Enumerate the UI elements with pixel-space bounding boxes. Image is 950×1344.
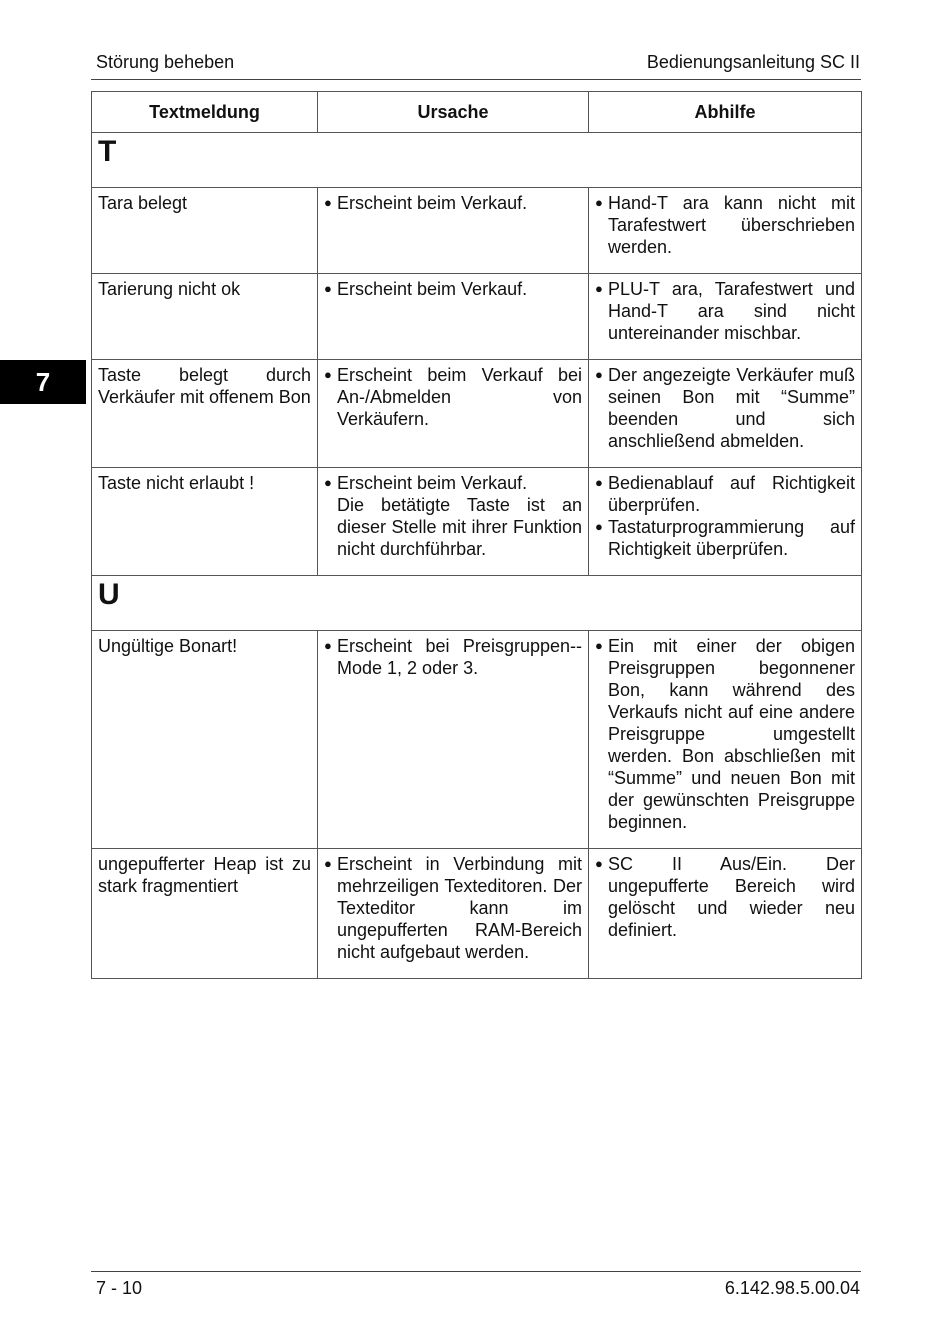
footer-rule [91, 1271, 861, 1272]
cause-cell [318, 274, 589, 360]
bullet-icon: ● [595, 281, 603, 296]
page-number: 7 - 10 [96, 1278, 143, 1298]
message-cell [92, 849, 318, 979]
remedy-bullet-item [595, 516, 855, 560]
cause-cell [318, 631, 589, 849]
cause-text: Erscheint in Verbindung mit mehrzeiligen Texteditoren. Der Texteditor kann im ungepufferten RAM-Bereich nicht aufgebaut werden. [337, 854, 582, 962]
table-row [92, 274, 862, 360]
section-letter-row [92, 133, 862, 188]
table-row [92, 468, 862, 576]
cause-text: Erscheint beim Verkauf. Die betätigte Taste ist an dieser Stelle mit ihrer Funktion nicht durchführbar. [337, 473, 582, 559]
remedy-text: PLU-T ara, Tarafestwert und Hand-T ara sind nicht untereinander mischbar. [608, 279, 855, 343]
remedy-text: Tastaturprogrammierung auf Richtigkeit überprüfen. [608, 517, 855, 559]
document-number: 6.142.98.5.00.04 [724, 1278, 860, 1298]
header-manual-title: Bedienungsanleitung SC II [646, 52, 860, 72]
section-letter: U [92, 576, 862, 631]
remedy-bullet-item [595, 192, 855, 258]
column-header-message: Textmeldung [92, 92, 318, 133]
cause-cell [318, 849, 589, 979]
table-row [92, 360, 862, 468]
bullet-icon: ● [324, 281, 332, 296]
header-section-title: Störung beheben [96, 52, 235, 72]
remedy-cell [589, 468, 862, 576]
message-text: Ungültige Bonart! [98, 636, 238, 656]
bullet-icon: ● [595, 195, 603, 210]
remedy-cell [589, 631, 862, 849]
message-cell [92, 274, 318, 360]
cause-bullet-item [324, 472, 582, 560]
bullet-icon: ● [324, 856, 332, 871]
section-letter: T [92, 133, 862, 188]
remedy-text: Hand-T ara kann nicht mit Tarafestwert überschrieben werden. [608, 193, 855, 257]
cause-bullet-item [324, 278, 582, 300]
bullet-icon: ● [595, 519, 603, 534]
bullet-icon: ● [595, 856, 603, 871]
remedy-bullet-item [595, 853, 855, 941]
header-rule [91, 79, 861, 80]
bullet-icon: ● [324, 367, 332, 382]
table-row [92, 631, 862, 849]
table-row [92, 188, 862, 274]
table-row [92, 849, 862, 979]
bullet-icon: ● [595, 367, 603, 382]
message-cell [92, 468, 318, 576]
message-text: ungepufferter Heap ist zu stark fragmentiert [98, 854, 311, 896]
cause-cell [318, 188, 589, 274]
remedy-text: SC II Aus/Ein. Der ungepufferte Bereich wird gelöscht und wieder neu definiert. [608, 854, 855, 940]
column-header-cause: Ursache [318, 92, 589, 133]
remedy-bullet-item [595, 472, 855, 516]
remedy-cell [589, 360, 862, 468]
message-cell [92, 631, 318, 849]
bullet-icon: ● [595, 475, 603, 490]
remedy-text: Der angezeigte Verkäufer muß seinen Bon mit “Summe” beenden und sich anschließend abmelden. [608, 365, 855, 451]
bullet-icon: ● [324, 638, 332, 653]
message-cell [92, 360, 318, 468]
remedy-bullet-item [595, 635, 855, 833]
remedy-bullet-item [595, 278, 855, 344]
remedy-cell [589, 188, 862, 274]
cause-bullet-item [324, 364, 582, 430]
chapter-tab: 7 [0, 360, 86, 404]
cause-cell [318, 468, 589, 576]
bullet-icon: ● [595, 638, 603, 653]
remedy-text: Bedienablauf auf Richtigkeit überprüfen. [608, 473, 855, 515]
remedy-text: Ein mit einer der obigen Preisgruppen begonnener Bon, kann während des Verkaufs nicht auf eine andere Preisgruppe umgestellt werden. Bon abschließen mit “Summe” und neuen Bon mit der gewünschten Preisgruppe beginnen. [608, 636, 855, 832]
remedy-bullet-item [595, 364, 855, 452]
cause-text: Erscheint beim Verkauf. [337, 279, 528, 299]
error-message-table [91, 91, 862, 979]
message-text: Tarierung nicht ok [98, 279, 241, 299]
remedy-cell [589, 849, 862, 979]
section-letter-row [92, 576, 862, 631]
cause-text: Erscheint bei Preisgruppen--Mode 1, 2 oder 3. [337, 636, 582, 678]
bullet-icon: ● [324, 195, 332, 210]
cause-text: Erscheint beim Verkauf bei An-/Abmelden von Verkäufern. [337, 365, 582, 429]
cause-bullet-item [324, 192, 582, 214]
bullet-icon: ● [324, 475, 332, 490]
remedy-cell [589, 274, 862, 360]
cause-cell [318, 360, 589, 468]
message-cell [92, 188, 318, 274]
message-text: Tara belegt [98, 193, 188, 213]
column-header-remedy: Abhilfe [589, 92, 862, 133]
cause-bullet-item [324, 853, 582, 963]
table-header-row [92, 92, 862, 133]
cause-bullet-item [324, 635, 582, 679]
table-body [92, 133, 862, 979]
message-text: Taste belegt durch Verkäufer mit offenem Bon [98, 365, 311, 407]
cause-text: Erscheint beim Verkauf. [337, 193, 528, 213]
message-text: Taste nicht erlaubt ! [98, 473, 255, 493]
